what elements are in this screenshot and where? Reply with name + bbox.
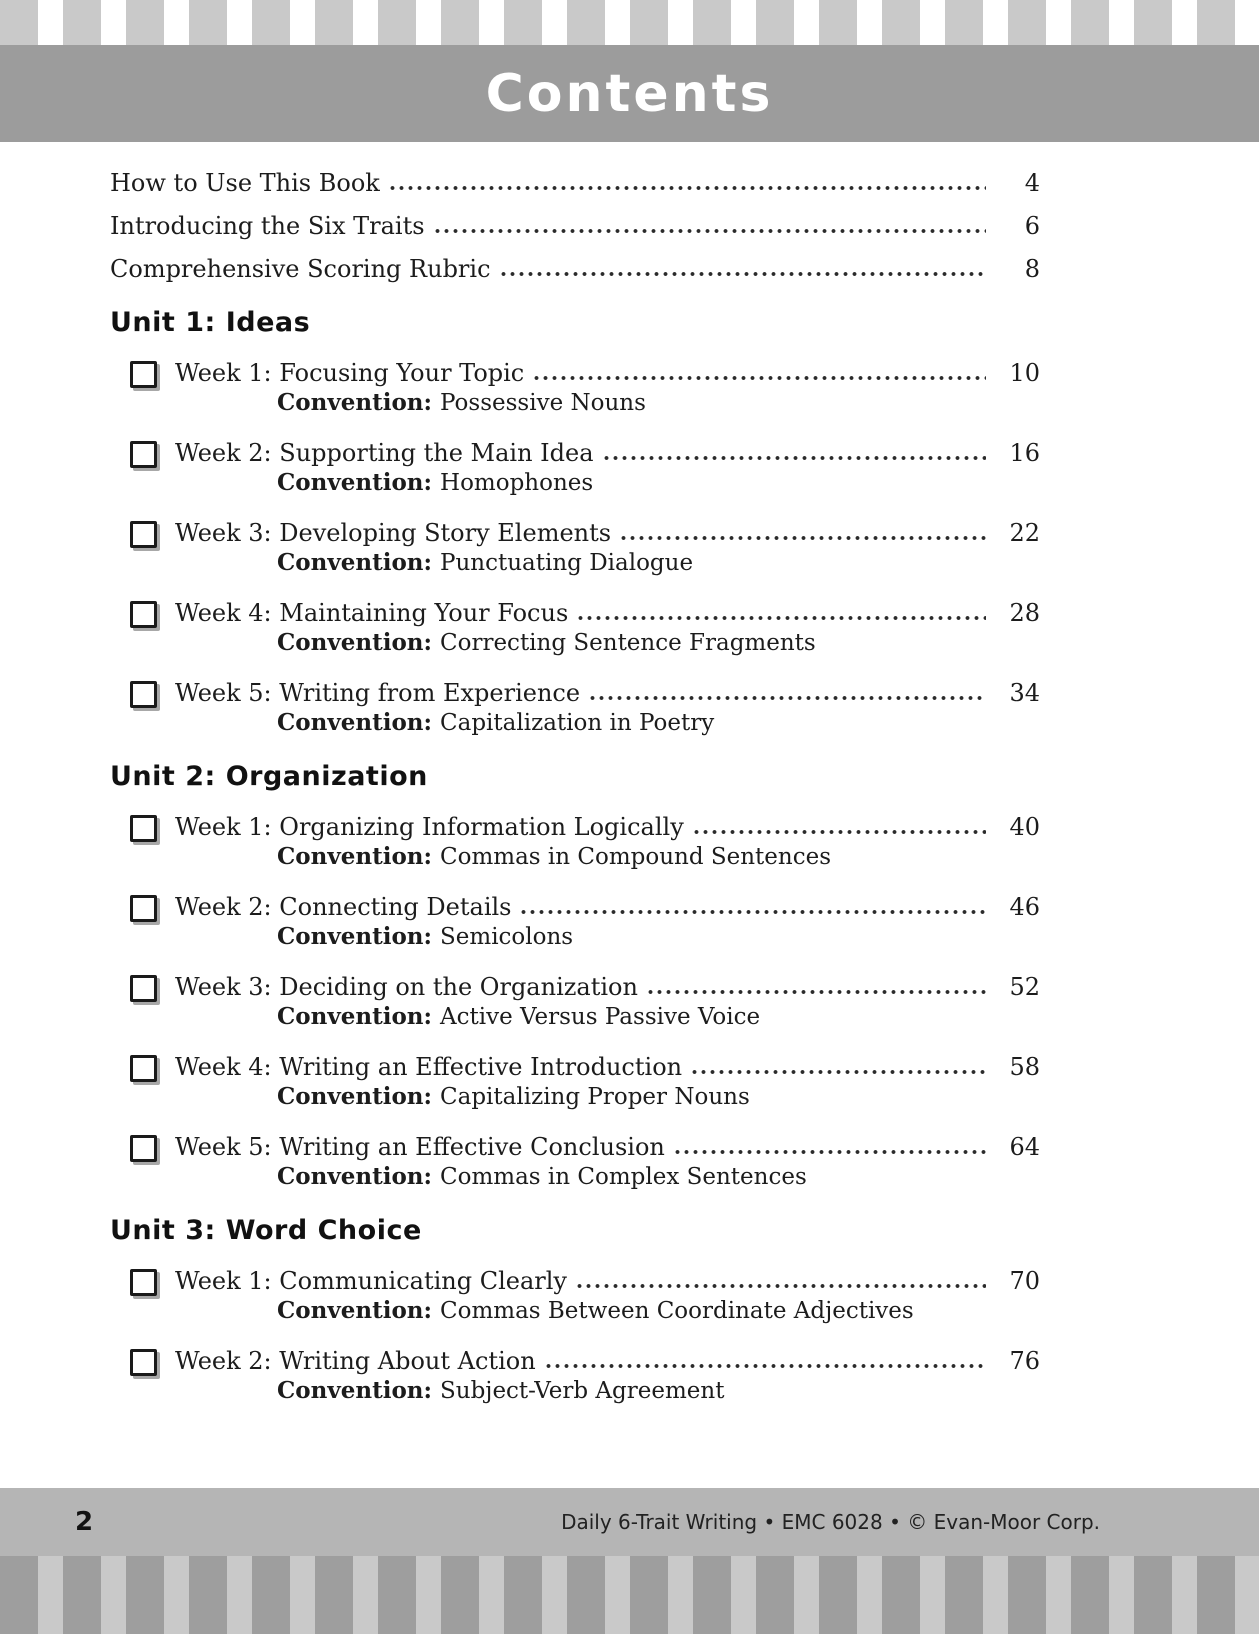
week-body [175,1266,1040,1326]
week-title: Week 1: Communicating Clearly [175,1267,567,1295]
toc-page-number: 4 [1024,169,1040,197]
week-body [175,892,1040,952]
header-stripes [0,0,1259,45]
toc-page-number: 28 [1009,599,1040,627]
toc-page-number: 10 [1009,359,1040,387]
convention-text: Active Versus Passive Voice [440,1004,761,1030]
toc-page-number: 8 [1024,255,1040,283]
week-title-row [175,812,1040,842]
footer-band [0,1488,1259,1556]
convention-line [175,468,1040,498]
dot-leader [602,453,986,463]
convention-text: Capitalization in Poetry [440,710,715,736]
dot-leader [673,1147,986,1157]
convention-line [175,1162,1040,1192]
unit-heading: Unit 1: Ideas [110,307,311,338]
week-checkbox[interactable] [130,815,157,842]
dot-leader [433,226,986,236]
week-title-row [175,1052,1040,1082]
dot-leader [544,1361,986,1371]
convention-text: Homophones [440,470,594,496]
convention-label: Convention: [277,549,433,576]
unit-heading: Unit 2: Organization [110,761,428,792]
dot-leader [692,827,986,837]
toc-page-number: 34 [1009,679,1040,707]
unit-heading: Unit 3: Word Choice [110,1215,422,1246]
week-entry [110,518,1040,578]
dot-leader [532,373,986,383]
convention-text: Capitalizing Proper Nouns [440,1084,750,1110]
convention-label: Convention: [277,843,433,870]
week-body [175,1132,1040,1192]
week-entry [110,892,1040,952]
week-checkbox[interactable] [130,521,157,548]
week-title: Week 3: Developing Story Elements [175,519,612,547]
footer-credit: Daily 6-Trait Writing • EMC 6028 • © Evan-Moor Corp. [561,1510,1100,1534]
week-checkbox[interactable] [130,1269,157,1296]
convention-line [175,628,1040,658]
week-entry [110,972,1040,1032]
week-body [175,598,1040,658]
toc-entry-title: Introducing the Six Traits [110,212,425,240]
week-body [175,678,1040,738]
week-body [175,358,1040,418]
footer-page-number: 2 [75,1507,94,1537]
convention-line [175,922,1040,952]
toc-page-number: 64 [1009,1133,1040,1161]
convention-label: Convention: [277,1083,433,1110]
toc-entry [110,211,1040,241]
week-entry [110,678,1040,738]
week-title: Week 2: Supporting the Main Idea [175,439,594,467]
dot-leader [388,183,986,193]
toc-page-number: 46 [1009,893,1040,921]
convention-line [175,1082,1040,1112]
toc-entry-title: Comprehensive Scoring Rubric [110,255,491,283]
convention-text: Possessive Nouns [440,390,646,416]
week-title-row [175,892,1040,922]
week-entry [110,812,1040,872]
convention-text: Punctuating Dialogue [440,550,694,576]
week-body [175,812,1040,872]
convention-line [175,548,1040,578]
week-body [175,518,1040,578]
week-title: Week 1: Organizing Information Logically [175,813,684,841]
week-checkbox[interactable] [130,975,157,1002]
week-body [175,1052,1040,1112]
toc-page-number: 58 [1009,1053,1040,1081]
week-title: Week 2: Writing About Action [175,1347,536,1375]
convention-line [175,842,1040,872]
week-title: Week 1: Focusing Your Topic [175,359,525,387]
dot-leader [619,533,986,543]
week-checkbox[interactable] [130,361,157,388]
dot-leader [588,693,986,703]
week-entry [110,1266,1040,1326]
convention-label: Convention: [277,1297,433,1324]
convention-text: Subject-Verb Agreement [440,1378,725,1404]
convention-label: Convention: [277,709,433,736]
week-title: Week 5: Writing from Experience [175,679,581,707]
week-checkbox[interactable] [130,1055,157,1082]
week-checkbox[interactable] [130,895,157,922]
page-title: Contents [485,63,774,124]
table-of-contents [0,142,1259,1406]
dot-leader [576,613,986,623]
convention-label: Convention: [277,1163,433,1190]
week-body [175,972,1040,1032]
week-title-row [175,972,1040,1002]
week-body [175,1346,1040,1406]
dot-leader [690,1067,986,1077]
convention-line [175,1002,1040,1032]
week-title-row [175,358,1040,388]
dot-leader [646,987,986,997]
toc-page-number: 16 [1009,439,1040,467]
convention-line [175,1376,1040,1406]
contents-banner [0,45,1259,142]
week-title: Week 4: Writing an Effective Introduction [175,1053,683,1081]
footer [0,1488,1259,1634]
convention-label: Convention: [277,923,433,950]
week-body [175,438,1040,498]
convention-text: Commas in Complex Sentences [440,1164,807,1190]
toc-page-number: 70 [1009,1267,1040,1295]
week-title: Week 2: Connecting Details [175,893,512,921]
toc-page-number: 22 [1009,519,1040,547]
week-entry [110,1052,1040,1112]
toc-entry [110,168,1040,198]
convention-line [175,388,1040,418]
convention-text: Correcting Sentence Fragments [440,630,816,656]
week-title-row [175,438,1040,468]
week-checkbox[interactable] [130,441,157,468]
week-entry [110,598,1040,658]
week-title-row [175,518,1040,548]
convention-text: Commas Between Coordinate Adjectives [440,1298,914,1324]
convention-label: Convention: [277,629,433,656]
week-title-row [175,1346,1040,1376]
toc-page-number: 40 [1009,813,1040,841]
dot-leader [519,907,986,917]
week-title-row [175,1266,1040,1296]
week-title-row [175,1132,1040,1162]
week-entry [110,358,1040,418]
footer-stripes [0,1556,1259,1634]
convention-line [175,1296,1040,1326]
week-title-row [175,598,1040,628]
week-checkbox[interactable] [130,1135,157,1162]
convention-text: Commas in Compound Sentences [440,844,832,870]
toc-entry-title: How to Use This Book [110,169,380,197]
convention-label: Convention: [277,469,433,496]
week-checkbox[interactable] [130,601,157,628]
week-entry [110,438,1040,498]
week-title: Week 5: Writing an Effective Conclusion [175,1133,665,1161]
week-checkbox[interactable] [130,1349,157,1376]
toc-page-number: 52 [1009,973,1040,1001]
week-title: Week 3: Deciding on the Organization [175,973,638,1001]
week-title-row [175,678,1040,708]
convention-line [175,708,1040,738]
toc-entry [110,254,1040,284]
toc-page-number: 6 [1024,212,1040,240]
week-entry [110,1132,1040,1192]
week-title: Week 4: Maintaining Your Focus [175,599,569,627]
week-checkbox[interactable] [130,681,157,708]
convention-label: Convention: [277,1003,433,1030]
toc-page-number: 76 [1009,1347,1040,1375]
convention-label: Convention: [277,1377,433,1404]
week-entry [110,1346,1040,1406]
dot-leader [499,269,986,279]
dot-leader [575,1281,986,1291]
convention-text: Semicolons [440,924,574,950]
convention-label: Convention: [277,389,433,416]
